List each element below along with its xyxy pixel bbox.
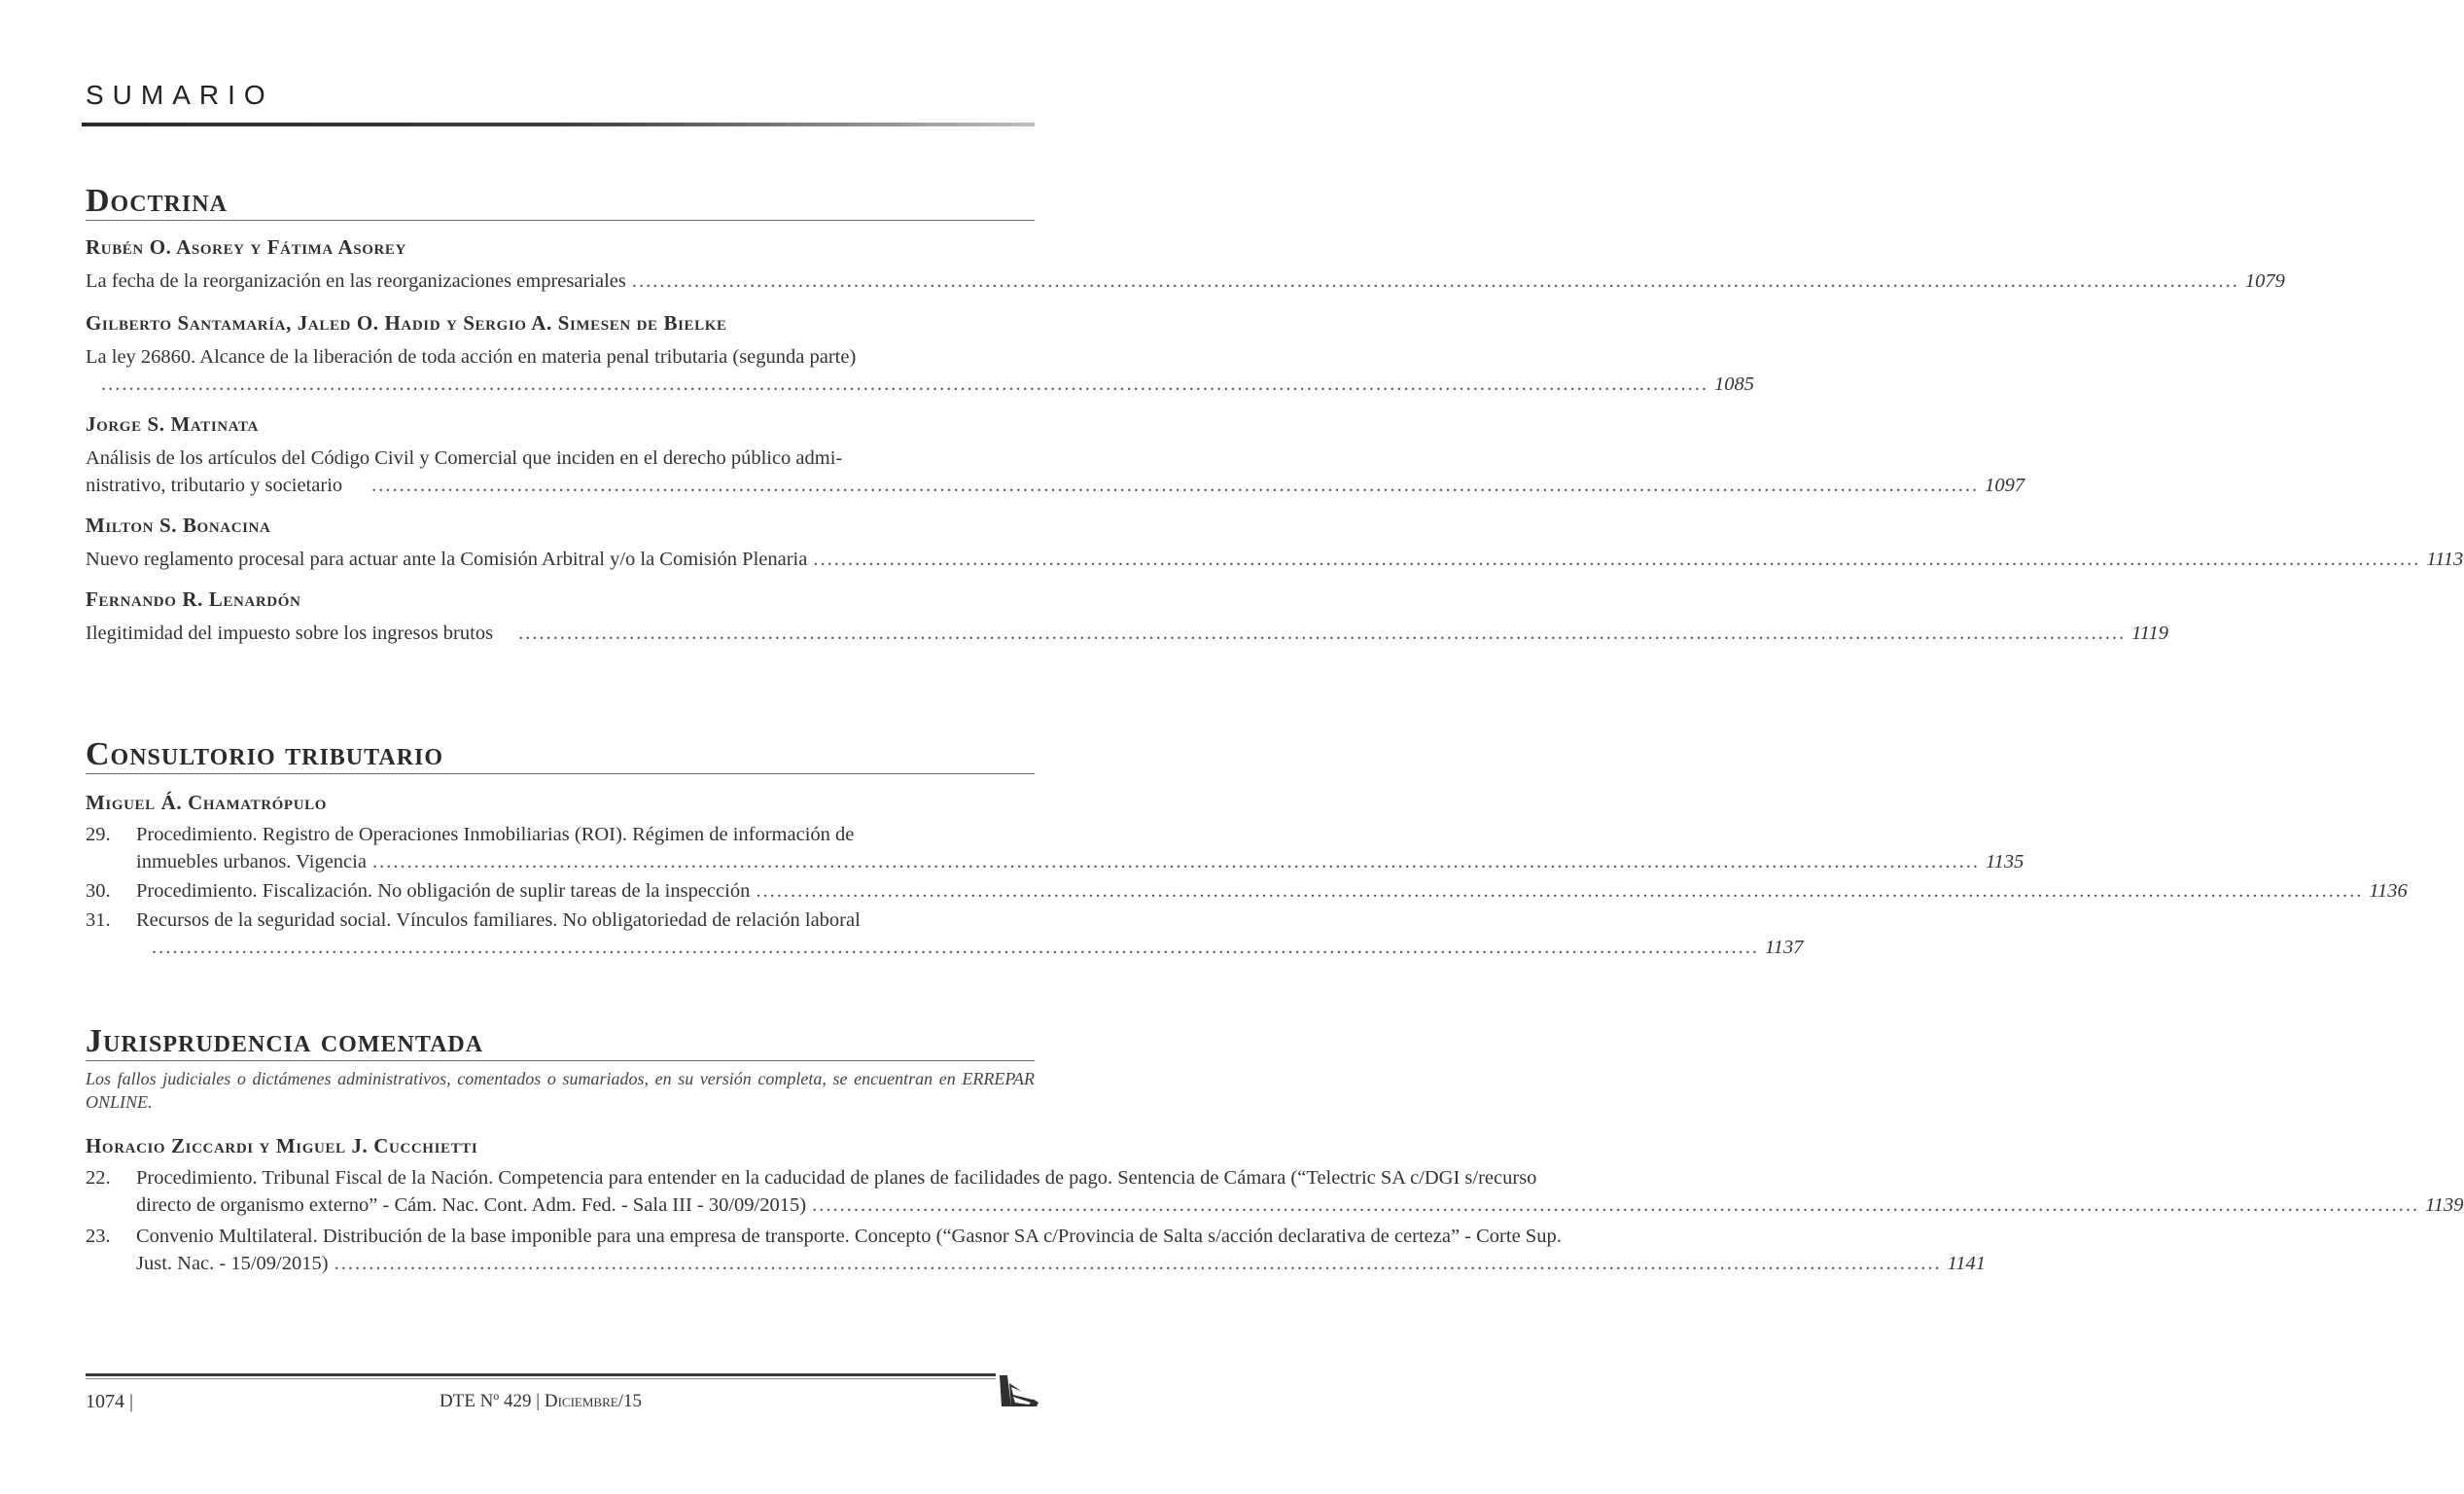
author-line: Jorge S. Matinata xyxy=(86,412,259,436)
author-line: Milton S. Bonacina xyxy=(86,514,271,537)
item-title-line1: Procedimiento. Registro de Operaciones Inmobiliarias (ROI). Régimen de información de xyxy=(136,824,855,845)
page-number: 1119 xyxy=(2131,622,2169,644)
page-number: 1137 xyxy=(1765,937,1804,958)
title-rule xyxy=(82,123,1035,126)
page-number: 1079 xyxy=(2244,270,2285,292)
section-title: Consultorio tributario xyxy=(86,736,444,772)
item-number: 30. xyxy=(86,880,111,902)
section-note: Los fallos judiciales o dictámenes administrativos, comentados o sumariados, en su versión completa, se encuentran en ERREPAR ONLINE. xyxy=(86,1069,1035,1112)
toc-entry[interactable] xyxy=(86,234,2285,295)
page xyxy=(86,0,2464,1494)
toc-item[interactable] xyxy=(86,1164,2464,1219)
leader-dots xyxy=(812,1192,2419,1219)
article-title: La fecha de la reorganización en las reorganizaciones empresariales xyxy=(86,270,626,292)
page-number: 1113 xyxy=(2426,549,2464,570)
publisher-logo-icon xyxy=(998,1373,1040,1408)
leader-dots xyxy=(371,472,1979,499)
leader-dots xyxy=(101,371,1708,398)
article-title-line2: nistrativo, tributario y societario xyxy=(86,475,343,496)
leader-dots xyxy=(756,877,2363,905)
item-title-line2: inmuebles urbanos. Vigencia xyxy=(136,851,367,872)
page-number: 1136 xyxy=(2369,880,2408,902)
footer-page-number xyxy=(86,1391,133,1413)
section-title: Jurisprudencia comentada xyxy=(86,1023,484,1059)
page-number: 1074 xyxy=(86,1391,124,1412)
item-title-line1: Convenio Multilateral. Distribución de la base imponible para una empresa de transporte. Concepto (“Gasnor SA c/Provincia de Salta s/acción declarativa de certeza” - Corte Sup. xyxy=(136,1226,1562,1247)
page-number: 1085 xyxy=(1714,374,1754,395)
leader-dots xyxy=(152,934,1759,961)
author-line: Miguel Á. Chamatrópulo xyxy=(86,791,327,814)
journal-name: DTE Nº 429 xyxy=(440,1391,532,1411)
item-number: 22. xyxy=(86,1167,111,1189)
article-title: Nuevo reglamento procesal para actuar ante la Comisión Arbitral y/o la Comisión Plenaria xyxy=(86,549,808,570)
issue-date: Diciembre/15 xyxy=(544,1391,642,1411)
section-jurisprudencia xyxy=(86,1023,2464,1277)
page-number: 1097 xyxy=(1985,475,2025,496)
toc-item[interactable] xyxy=(86,907,1804,961)
author-line: Fernando R. Lenardón xyxy=(86,587,301,611)
leader-dots xyxy=(518,620,2126,647)
footer-journal xyxy=(440,1391,642,1412)
section-consultorio xyxy=(86,736,2408,961)
page-number: 1141 xyxy=(1947,1253,1987,1274)
article-title: Ilegitimidad del impuesto sobre los ingresos brutos xyxy=(86,622,494,644)
toc-item[interactable] xyxy=(86,821,2024,875)
toc-entry[interactable] xyxy=(86,513,2464,573)
toc-item[interactable] xyxy=(86,1223,1987,1277)
article-title-line1: Análisis de los artículos del Código Civil y Comercial que inciden en el derecho público admi- xyxy=(86,447,843,469)
toc-entry[interactable] xyxy=(86,310,1754,398)
author-line: Rubén O. Asorey y Fátima Asorey xyxy=(86,235,406,259)
toc-item[interactable] xyxy=(86,877,2408,905)
leader-dots xyxy=(372,848,1980,875)
leader-dots xyxy=(632,267,2239,295)
separator: | xyxy=(536,1391,541,1411)
item-title: Recursos de la seguridad social. Vínculos familiares. No obligatoriedad de relación laboral xyxy=(136,909,861,931)
leader-dots xyxy=(334,1250,1942,1277)
item-number: 31. xyxy=(86,909,111,931)
leader-dots xyxy=(813,546,2420,573)
page-number: 1135 xyxy=(1985,851,2024,872)
author-line: Horacio Ziccardi y Miguel J. Cucchietti xyxy=(86,1134,478,1157)
item-title-line1: Procedimiento. Tribunal Fiscal de la Nación. Competencia para entender en la caducidad de planes de facilidades de pago. Sentencia de Cámara (“Telectric SA c/DGI s/recurso xyxy=(136,1167,1537,1189)
footer-rule-thin xyxy=(86,1378,996,1379)
toc-entry[interactable] xyxy=(86,587,2169,647)
separator: | xyxy=(129,1391,134,1412)
page-title: SUMARIO xyxy=(86,80,274,110)
section-doctrina xyxy=(86,183,2464,647)
section-title: Doctrina xyxy=(86,183,228,219)
item-number: 29. xyxy=(86,824,111,845)
article-title: La ley 26860. Alcance de la liberación de toda acción en materia penal tributaria (segunda parte) xyxy=(86,346,857,368)
page-number: 1139 xyxy=(2425,1194,2464,1216)
section-rule xyxy=(86,220,1035,221)
section-rule xyxy=(86,773,1035,774)
footer-rule xyxy=(86,1373,996,1376)
item-title-line2: directo de organismo externo” - Cám. Nac. Cont. Adm. Fed. - Sala III - 30/09/2015) xyxy=(136,1194,807,1216)
item-title-line2: Just. Nac. - 15/09/2015) xyxy=(136,1253,329,1274)
toc-entry[interactable] xyxy=(86,411,2025,499)
item-title: Procedimiento. Fiscalización. No obligación de suplir tareas de la inspección xyxy=(136,880,751,902)
item-number: 23. xyxy=(86,1226,111,1247)
section-rule xyxy=(86,1060,1035,1061)
author-line: Gilberto Santamaría, Jaled O. Hadid y Sergio A. Simesen de Bielke xyxy=(86,311,727,335)
